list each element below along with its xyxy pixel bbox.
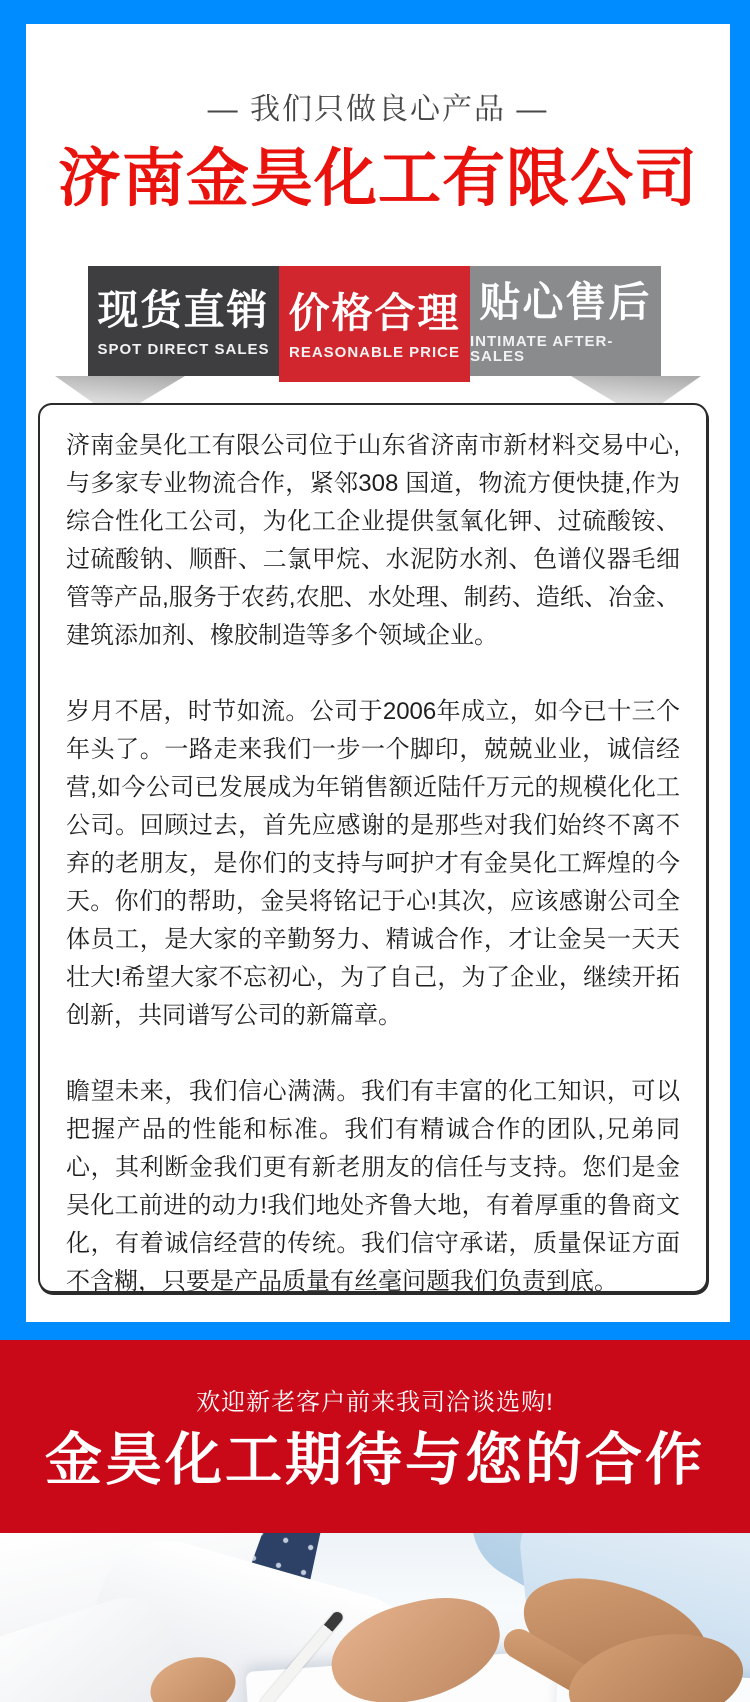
business-meeting-photo [0, 1533, 750, 1702]
feature-zh-label: 价格合理 [288, 289, 461, 336]
tagline: — 我们只做良心产品 — [207, 93, 549, 126]
feature-en-label: INTIMATE AFTER-SALES [470, 333, 614, 365]
feature-ribbon [26, 266, 730, 420]
feature-zh-label: 贴心售后 [479, 279, 652, 325]
feature-en-label: SPOT DIRECT SALES [97, 340, 270, 358]
company-title: 济南金昊化工有限公司 [58, 144, 698, 214]
company-intro-text [40, 405, 706, 1301]
feature-zh-label: 现货直销 [97, 286, 270, 333]
cooperation-slogan: 金昊化工期待与您的合作 [45, 1428, 705, 1492]
feature-item-intimate-after-sales [470, 266, 661, 376]
company-intro-box [38, 403, 708, 1293]
feature-en-label: REASONABLE PRICE [288, 343, 461, 361]
welcome-text: 欢迎新老客户前来我司洽谈选购! [196, 1389, 554, 1416]
feature-item-reasonable-price [279, 266, 470, 382]
intro-paragraph: 岁月不居，时节如流。公司于2006年成立，如今已十三个年头了。一路走来我们一步一个脚印，兢兢业业，诚信经营,如今公司已发展成为年销售额近陆仟万元的规模化化工公司。回顾过去，首先应感谢的是那些对我们始终不离不弃的老朋友，是你们的支持与呵护才有金昊化工辉煌的今天。你们的帮助，金吴将铭记于心!其次，应该感谢公司全体员工，是大家的辛勤努力、精诚合作，才让金吴一天天壮大!希望大家不忘初心，为了自己，为了企业，继续开拓创新，共同谱写公司的新篇章。 [66, 698, 680, 1029]
intro-paragraph: 瞻望未来，我们信心满满。我们有丰富的化工知识，可以把握产品的性能和标准。我们有精诚合作的团队,兄弟同心，其利断金我们更有新老朋友的信任与支持。您们是金吴化工前进的动力!我们地处齐鲁大地，有着厚重的鲁商文化，有着诚信经营的传统。我们信守承诺，质量保证方面不含糊，只要是产品质量有丝毫问题我们负责到底。 [66, 1078, 680, 1295]
intro-paragraph: 济南金昊化工有限公司位于山东省济南市新材料交易中心,与多家专业物流合作，紧邻308 国道，物流方便快捷,作为综合性化工公司，为化工企业提供氢氧化钾、过硫酸铵、过硫酸钠、顺酐、二氯甲烷、水泥防水剂、色谱仪器毛细管等产品,服务于农药,农肥、水处理、制药、造纸、冶金、建筑添加剂、橡胶制造等多个领域企业。 [66, 432, 680, 649]
feature-item-spot-direct-sales [88, 266, 279, 376]
white-content-panel [26, 24, 730, 1322]
footer-red-section [0, 1340, 750, 1533]
feature-banner [88, 266, 662, 382]
